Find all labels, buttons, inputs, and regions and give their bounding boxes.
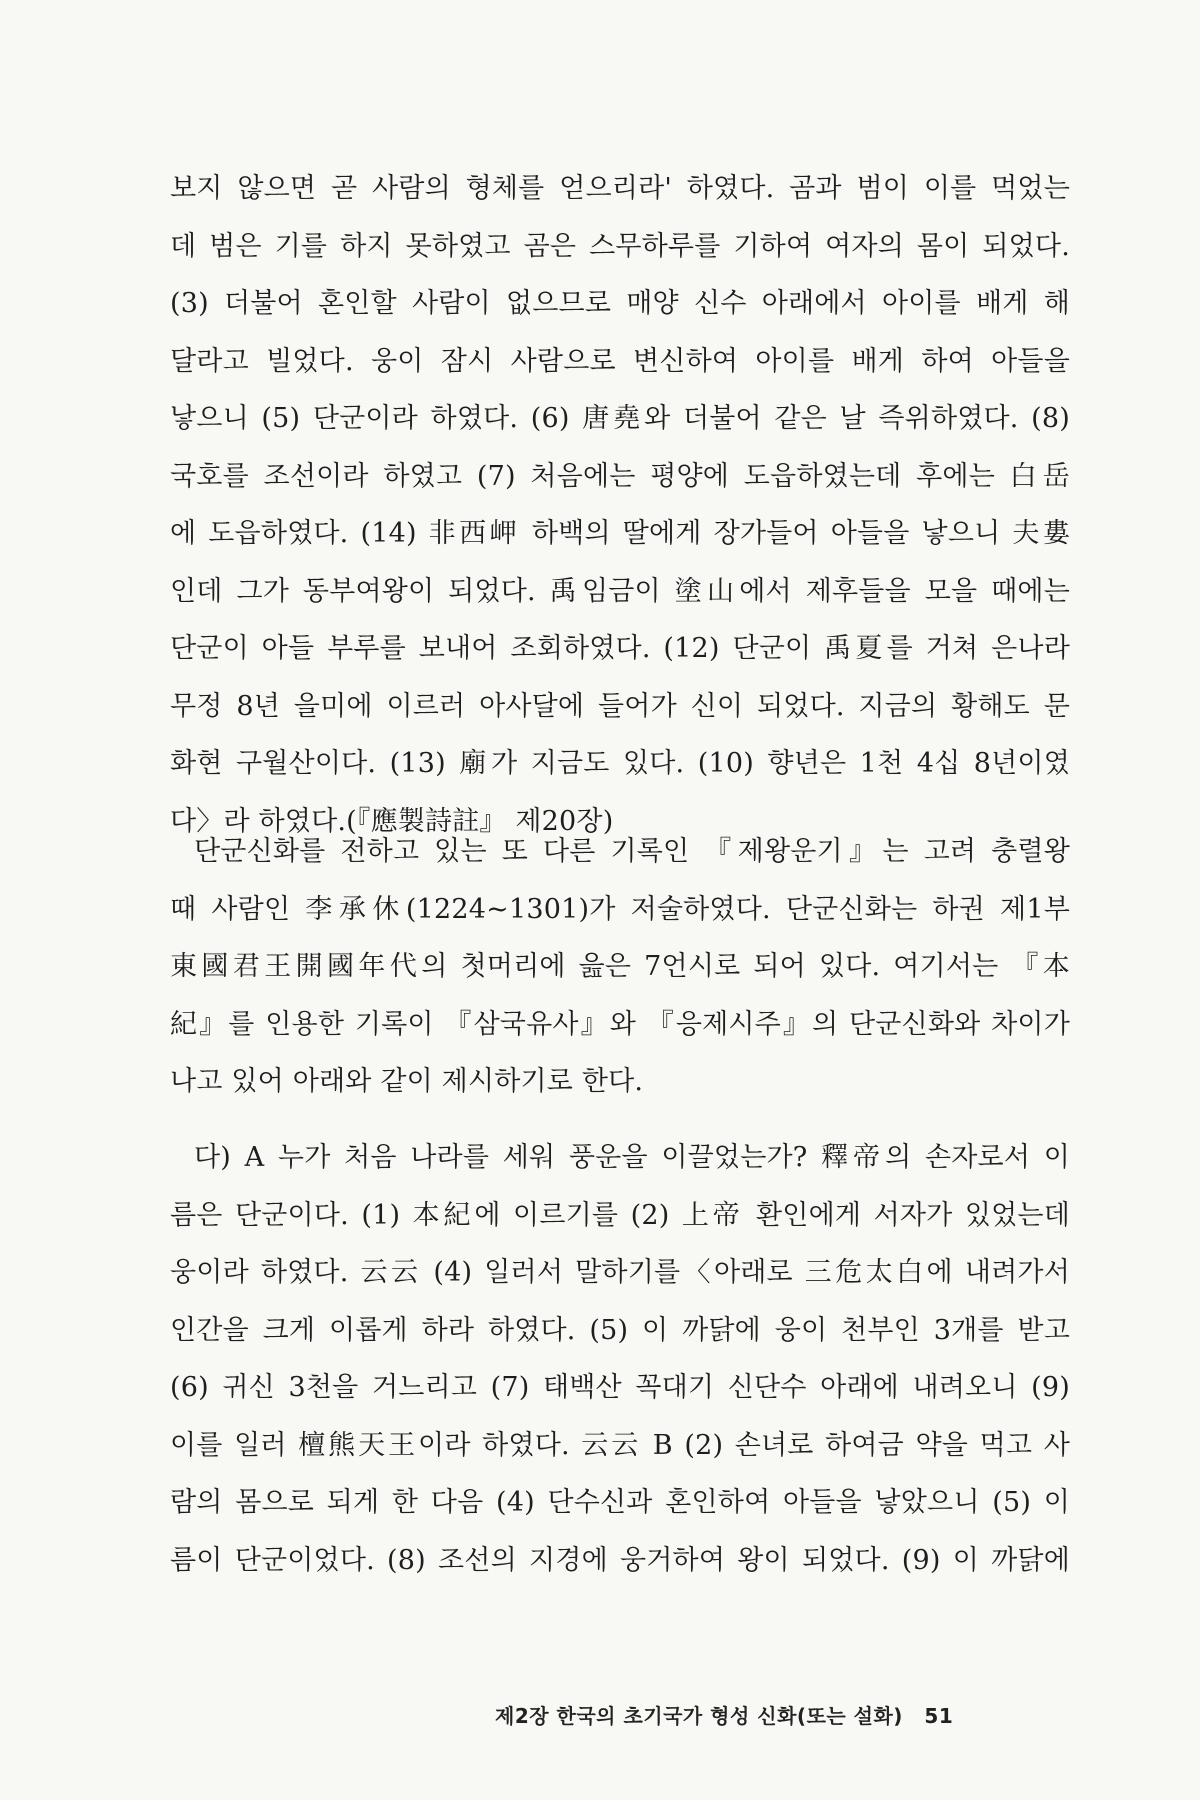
chapter-title: 제2장 한국의 초기국가 형성 신화(또는 설화): [495, 1704, 903, 1728]
text-line: 인간을 크게 이롭게 하라 하였다. (5) 이 까닭에 웅이 천부인 3개를 받고: [170, 1314, 1070, 1346]
text-line: 인데 그가 동부여왕이 되었다. 禹임금이 塗山에서 제후들을 모을 때에는: [170, 575, 1070, 607]
text-line: (3) 더불어 혼인할 사람이 없으므로 매양 신수 아래에서 아이를 배게 해: [170, 288, 1070, 319]
text-line: 단군신화를 전하고 있는 또 다른 기록인 『제왕운기』는 고려 충렬왕: [194, 836, 1070, 867]
quote-block-jewang: [170, 1129, 1070, 1589]
text-line: 화현 구월산이다. (13) 廟가 지금도 있다. (10) 향년은 1천 4십 8년이였: [170, 748, 1070, 779]
text-line: 나고 있어 아래와 같이 제시하기로 한다.: [170, 1066, 644, 1097]
text-line: 름이 단군이었다. (8) 조선의 지경에 웅거하여 왕이 되었다. (9) 이 까닭에: [170, 1544, 1070, 1576]
text-line: 름은 단군이다. (1) 本紀에 이르기를 (2) 上帝 환인에게 서자가 있었는데: [170, 1199, 1070, 1231]
text-line: 무정 8년 을미에 이르러 아사달에 들어가 신이 되었다. 지금의 황해도 문: [170, 690, 1070, 722]
quote-block-samguk: [170, 160, 1070, 850]
text-line: 에 도읍하였다. (14) 非西岬 하백의 딸에게 장가들어 아들을 낳으니 夫婁: [170, 518, 1070, 549]
text-line: 이를 일러 檀熊天王이라 하였다. 云云 B (2) 손녀로 하여금 약을 먹고 사: [170, 1429, 1070, 1461]
text-line: 단군이 아들 부루를 보내어 조회하였다. (12) 단군이 禹夏를 거쳐 은나라: [170, 633, 1070, 664]
text-line: 때 사람인 李承休(1224~1301)가 저술하였다. 단군신화는 하권 제1부: [170, 893, 1070, 925]
text-line: 데 범은 기를 하지 못하였고 곰은 스무하루를 기하여 여자의 몸이 되었다.: [170, 230, 1070, 262]
page-number: 51: [924, 1704, 954, 1728]
text-line: 달라고 빌었다. 웅이 잠시 사람으로 변신하여 아이를 배게 하여 아들을: [170, 345, 1070, 377]
page-footer: [495, 1700, 1075, 1729]
text-line: 람의 몸으로 되게 한 다음 (4) 단수신과 혼인하여 아들을 낳았으니 (5) 이: [170, 1487, 1070, 1518]
body-paragraph: [170, 823, 1070, 1111]
text-line: 다) A 누가 처음 나라를 세워 풍운을 이끌었는가? 釋帝의 손자로서 이: [194, 1142, 1070, 1173]
text-line: 東國君王開國年代의 첫머리에 읊은 7언시로 되어 있다. 여기서는 『本: [170, 951, 1070, 982]
text-line: 보지 않으면 곧 사람의 형체를 얻으리라' 하였다. 곰과 범이 이를 먹었는: [170, 173, 1070, 204]
text-line: 다〉라 하였다.(『應製詩註』 제20장): [170, 805, 614, 837]
text-line: (6) 귀신 3천을 거느리고 (7) 태백산 꼭대기 신단수 아래에 내려오니 (9): [170, 1372, 1070, 1403]
text-line: 紀』를 인용한 기록이 『삼국유사』와 『응제시주』의 단군신화와 차이가: [170, 1008, 1070, 1040]
text-line: 낳으니 (5) 단군이라 하였다. (6) 唐堯와 더불어 같은 날 즉위하였다. (8): [170, 403, 1070, 434]
text-line: 웅이라 하였다. 云云 (4) 일러서 말하기를〈아래로 三危太白에 내려가서: [170, 1257, 1070, 1288]
text-line: 국호를 조선이라 하였고 (7) 처음에는 평양에 도읍하였는데 후에는 白岳: [170, 460, 1070, 492]
